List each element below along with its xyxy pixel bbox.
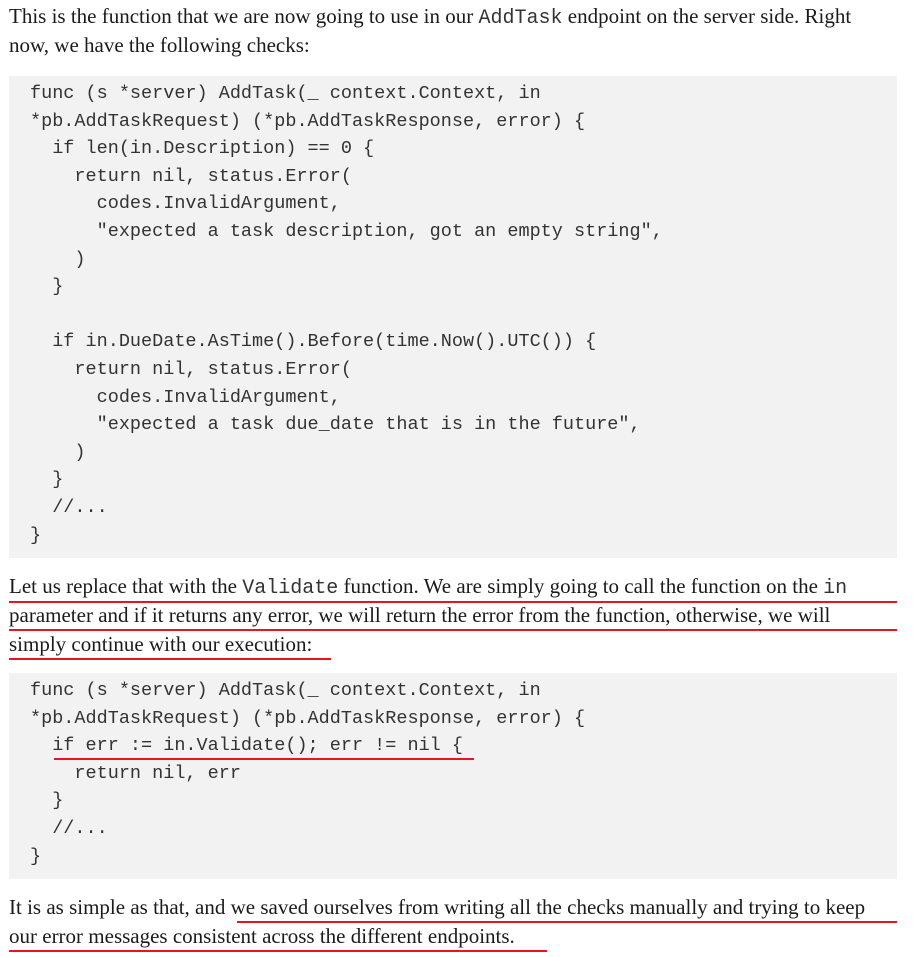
code-line: } (30, 845, 42, 867)
code-line: *pb.AddTaskRequest) (*pb.AddTaskResponse, error) { (30, 110, 586, 132)
code-line: //... (30, 817, 108, 839)
code-block-1-content (9, 76, 897, 549)
code-line: return nil, err (30, 762, 241, 784)
underline-outro-2 (9, 950, 547, 952)
code-line: if len(in.Description) == 0 { (30, 138, 375, 160)
code-line (30, 301, 897, 329)
outro-line-1 (9, 893, 865, 922)
inline-code-in: in (823, 577, 848, 600)
outro-text-highlight: we saved ourselves from writing all the checks manually and trying to keep (230, 895, 866, 919)
intro-text: This is the function that we are now going to use in our (9, 4, 479, 28)
code-line: } (30, 790, 64, 812)
code-line: //... (30, 496, 108, 518)
outro-text: It is as simple as that, and (9, 895, 231, 919)
underline-middle-2 (9, 629, 897, 631)
code-line: ) (30, 441, 86, 463)
code-line: return nil, status.Error( (30, 358, 352, 380)
code-block-1 (9, 76, 897, 558)
code-line: func (s *server) AddTask(_ context.Context, in (30, 680, 541, 701)
middle-line-3: simply continue with our execution: (9, 632, 313, 656)
middle-paragraph (9, 572, 847, 659)
code-line: "expected a task description, got an empty string", (30, 220, 663, 242)
underline-middle-1 (9, 601, 897, 603)
intro-line-1 (9, 2, 851, 31)
code-line: if in.DueDate.AsTime().Before(time.Now().UTC()) { (30, 331, 597, 353)
code-line: if err := in.Validate(); err != nil { (30, 735, 463, 757)
outro-line-2: our error messages consistent across the different endpoints. (9, 924, 515, 948)
intro-paragraph (9, 2, 851, 60)
code-line: codes.InvalidArgument, (30, 386, 341, 408)
underline-outro-1 (237, 921, 897, 923)
code-line: return nil, status.Error( (30, 165, 352, 187)
middle-text: Let us replace that with the (9, 574, 243, 598)
code-line: } (30, 276, 64, 298)
code-line: *pb.AddTaskRequest) (*pb.AddTaskResponse, error) { (30, 707, 586, 729)
code-line: } (30, 524, 42, 546)
code-block-2-content (9, 673, 897, 870)
code-block-2 (9, 673, 897, 879)
intro-text-suffix: endpoint on the server side. Right (562, 4, 852, 28)
code-line: ) (30, 248, 86, 270)
inline-code-validate: Validate (242, 577, 339, 600)
inline-code-addtask: AddTask (478, 7, 563, 30)
code-line: "expected a task due_date that is in the future", (30, 414, 641, 436)
middle-line-2: parameter and if it returns any error, we will return the error from the function, otherwise, we will (9, 603, 831, 627)
middle-text-mid: function. We are simply going to call the function on the (338, 574, 824, 598)
code-line: codes.InvalidArgument, (30, 193, 341, 215)
underline-middle-3 (9, 658, 331, 660)
code-line: func (s *server) AddTask(_ context.Context, in (30, 83, 541, 104)
intro-line-2: now, we have the following checks: (9, 33, 310, 57)
underline-validate-line (54, 758, 474, 760)
middle-line-1 (9, 572, 847, 601)
code-line: } (30, 469, 64, 491)
